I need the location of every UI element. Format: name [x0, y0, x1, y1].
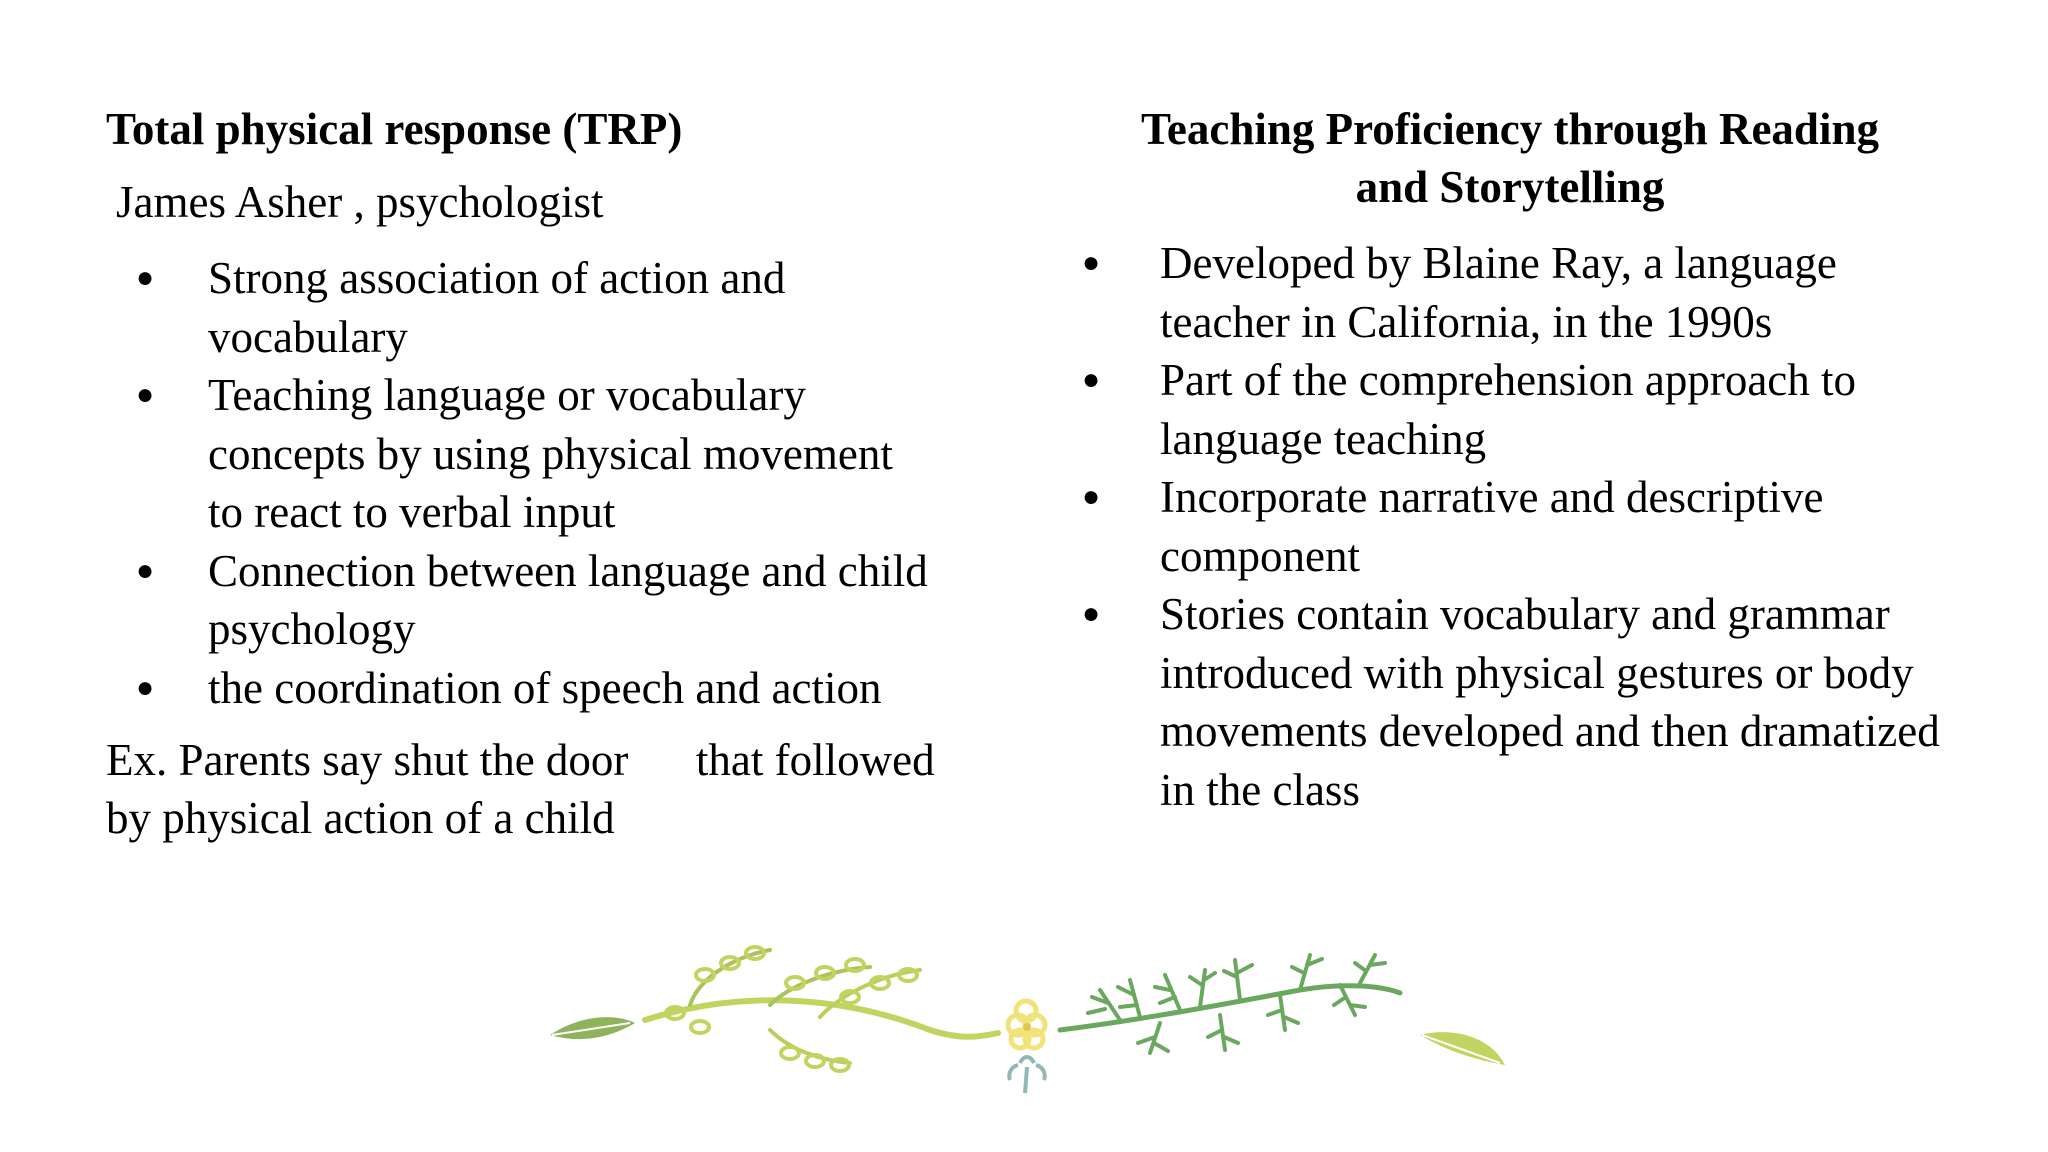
right-bullet-list: [1060, 234, 1960, 819]
bullet-icon: ●: [136, 553, 155, 587]
right-leaf-icon: [1420, 1032, 1505, 1065]
bullet-text: Stories contain vocabulary and grammar introduced with physical gestures or body movements developed and then dramatized in the class: [1160, 589, 1940, 815]
list-item: [106, 542, 936, 659]
bullet-icon: ●: [136, 378, 155, 411]
left-leaf-icon: [550, 1017, 635, 1039]
right-vine-icon: [1060, 955, 1400, 1053]
left-vine-icon: [645, 947, 998, 1071]
bullet-text: Connection between language and child psychology: [208, 545, 928, 654]
bullet-text: Part of the comprehension approach to language teaching: [1160, 355, 1857, 464]
example-text: Ex. Parents say shut the door that followed by physical action of a child: [106, 735, 946, 843]
right-column: [1060, 100, 1960, 819]
bullet-icon: ●: [1082, 363, 1101, 396]
bullet-icon: ●: [136, 670, 155, 704]
bullet-text: Strong association of action and vocabulary: [208, 253, 786, 362]
bullet-icon: ●: [136, 261, 155, 294]
list-item: [1060, 468, 1960, 585]
list-item: [1060, 234, 1960, 351]
bullet-icon: ●: [1082, 597, 1101, 630]
left-subheading: James Asher , psychologist: [116, 177, 604, 227]
list-item: [1060, 585, 1960, 819]
list-item: [106, 659, 936, 718]
left-heading: Total physical response (TRP): [106, 104, 683, 154]
bullet-icon: ●: [1082, 480, 1101, 513]
bullet-text: Incorporate narrative and descriptive component: [1160, 472, 1824, 581]
right-heading: [1060, 100, 1960, 216]
list-item: [1060, 351, 1960, 468]
list-item: [106, 366, 936, 542]
bullet-text: the coordination of speech and action: [208, 662, 882, 713]
floral-vine-divider-icon: [540, 935, 1510, 1105]
bullet-text: Developed by Blaine Ray, a language teacher in California, in the 1990s: [1160, 238, 1837, 347]
list-item: [106, 249, 936, 366]
left-bullet-list: [106, 249, 936, 717]
bullet-text: Teaching language or vocabulary concepts by using physical movement to react to verbal input: [208, 370, 893, 537]
bullet-icon: ●: [1082, 246, 1101, 279]
flower-icon: [1008, 1001, 1045, 1093]
right-heading-line2: and Storytelling: [1355, 162, 1665, 212]
left-column: [106, 100, 946, 847]
right-heading-line1: Teaching Proficiency through Reading: [1141, 104, 1879, 154]
